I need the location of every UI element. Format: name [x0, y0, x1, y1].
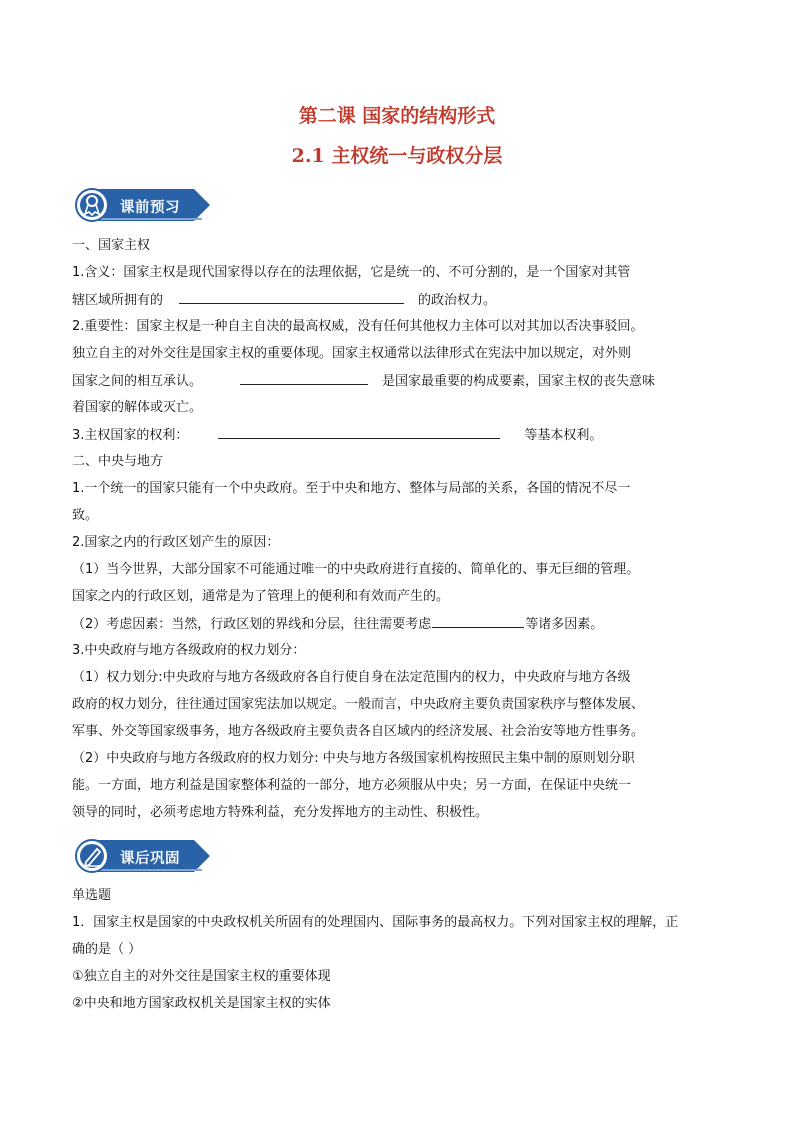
- paragraph-line: 独立自主的对外交往是国家主权的重要体现。国家主权通常以法律形式在宪法中加以规定，对外则: [72, 346, 632, 361]
- question-option: ②中央和地方国家政权机关是国家主权的实体: [72, 996, 331, 1011]
- section-title: 2.1 主权统一与政权分层: [291, 145, 503, 167]
- paragraph-line: 军事、外交等国家级事务，地方各级政府主要负责各自区域内的经济发展、社会治安等地方性事务。: [72, 724, 645, 739]
- text-fragment: 等基本权利。: [524, 428, 603, 443]
- paragraph-line: 着国家的解体或灭亡。: [72, 400, 203, 415]
- paragraph-line: 1.一个统一的国家只能有一个中央政府。至于中央和地方、整体与局部的关系，各国的情况不尽一: [72, 481, 631, 496]
- fill-blank[interactable]: [218, 426, 500, 439]
- paragraph-line: 3.中央政府与地方各级政府的权力划分：: [72, 643, 306, 658]
- paragraph-line: [72, 372, 655, 391]
- review-banner-label: 课后巩固: [120, 851, 180, 867]
- question-option: ①独立自主的对外交往是国家主权的重要体现: [72, 969, 331, 984]
- text-fragment: 国家之间的相互承认。: [72, 374, 203, 389]
- paragraph-line: （2）中央政府与地方各级政府的权力划分: 中央与地方各级国家机构按照民主集中制的原则划分职: [72, 751, 635, 766]
- preview-banner-label: 课前预习: [120, 200, 180, 216]
- review-banner: [74, 838, 214, 874]
- paragraph-line: 能。一方面，地方利益是国家整体利益的一部分，地方必须服从中央；另一方面，在保证中央统一: [72, 778, 632, 793]
- heading-sovereignty: 一、国家主权: [72, 238, 151, 253]
- medal-icon: [74, 187, 110, 223]
- fill-blank[interactable]: [179, 291, 404, 304]
- paragraph-line: 致。: [72, 508, 99, 523]
- heading-central-local: 二、中央与地方: [72, 454, 164, 469]
- page-title: 第二课 国家的结构形式: [298, 105, 496, 127]
- text-fragment: 等诸多因素。: [525, 617, 604, 632]
- question-type: 单选题: [72, 888, 112, 903]
- text-fragment: 3.主权国家的权利：: [72, 428, 189, 443]
- paragraph-line: [72, 291, 496, 310]
- paragraph-line: 领导的同时，必须考虑地方特殊利益，充分发挥地方的主动性、积极性。: [72, 805, 489, 820]
- paragraph-line: （1）当今世界，大部分国家不可能通过唯一的中央政府进行直接的、简单化的、事无巨细的管理。: [72, 562, 640, 577]
- paragraph-line: [72, 426, 602, 445]
- pencil-icon: [74, 838, 110, 874]
- fill-blank[interactable]: [240, 372, 368, 385]
- question-text: 1．国家主权是国家的中央政权机关所固有的处理国内、国际事务的最高权力。下列对国家主权的理解，正: [72, 915, 679, 930]
- text-fragment: 辖区域所拥有的: [72, 293, 164, 308]
- paragraph-line: 政府的权力划分，往往通过国家宪法加以规定。一般而言，中央政府主要负责国家秩序与整体发展、: [72, 697, 645, 712]
- question-text: 确的是（ ）: [72, 942, 142, 957]
- preview-banner: [74, 187, 214, 223]
- paragraph-line: 国家之内的行政区划，通常是为了管理上的便利和有效而产生的。: [72, 589, 450, 604]
- fill-blank[interactable]: [432, 615, 524, 628]
- paragraph-line: [72, 615, 603, 634]
- paragraph-line: 1.含义：国家主权是现代国家得以存在的法理依据，它是统一的、不可分割的，是一个国家对其管: [72, 265, 631, 280]
- paragraph-line: （1）权力划分:中央政府与地方各级政府各自行使自身在法定范围内的权力，中央政府与地方各级: [72, 670, 631, 685]
- text-fragment: 的政治权力。: [418, 293, 497, 308]
- paragraph-line: 2.国家之内的行政区划产生的原因：: [72, 535, 280, 550]
- text-fragment: （2）考虑因素：当然，行政区划的界线和分层，往往需要考虑: [72, 617, 432, 632]
- text-fragment: 是国家最重要的构成要素，国家主权的丧失意味: [382, 374, 656, 389]
- paragraph-line: 2.重要性：国家主权是一种自主自决的最高权威，没有任何其他权力主体可以对其加以否决事驳回。: [72, 319, 644, 334]
